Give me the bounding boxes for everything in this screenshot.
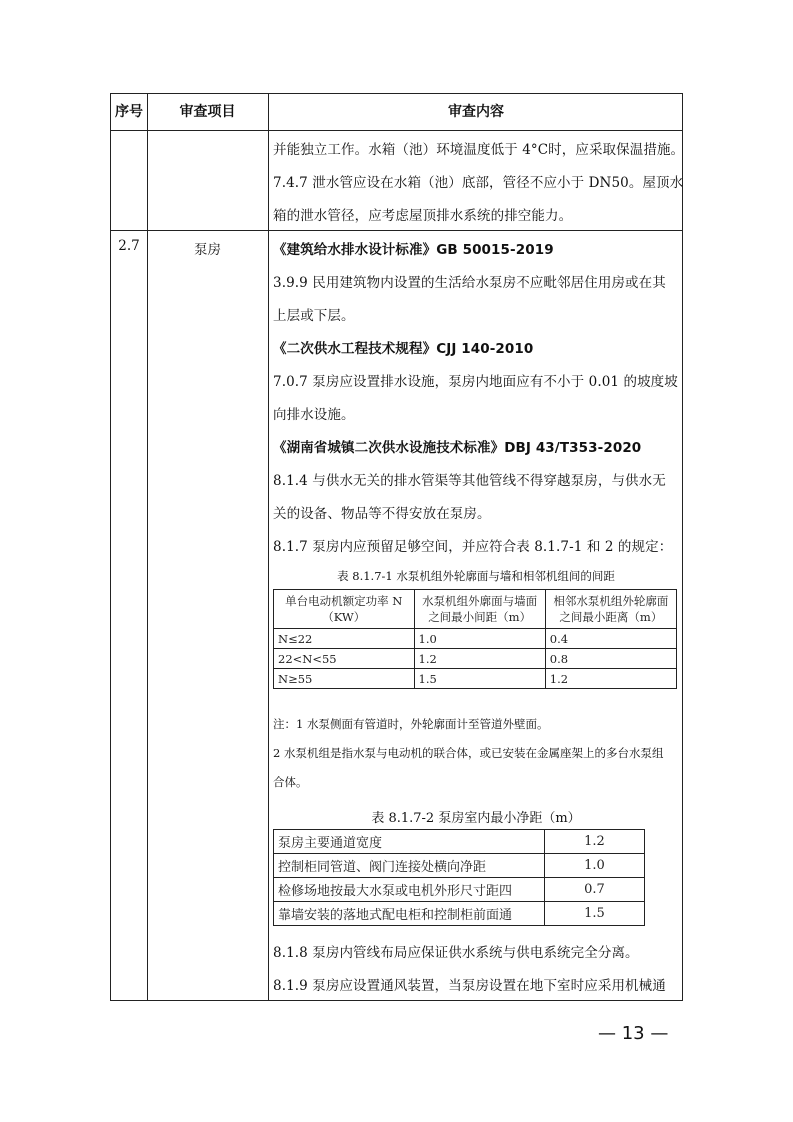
table-header-row bbox=[274, 590, 677, 629]
table-row bbox=[274, 669, 677, 689]
table-cell: 1.2 bbox=[545, 830, 645, 854]
table-row bbox=[274, 649, 677, 669]
table-cell: 0.8 bbox=[545, 649, 676, 669]
row-serial-number: 2.7 bbox=[118, 238, 140, 254]
content-line: 8.1.8 泵房内管线布局应保证供水系统与供电系统完全分离。 bbox=[273, 945, 639, 961]
table-cell: 靠墙安装的落地式配电柜和控制柜前面通 bbox=[274, 902, 545, 926]
content-line: 8.1.9 泵房应设置通风装置，当泵房设置在地下室时应采用机械通 bbox=[273, 978, 666, 994]
table-cell: 泵房主要通道宽度 bbox=[274, 830, 545, 854]
content-line: 上层或下层。 bbox=[273, 308, 355, 324]
table-cell: 1.0 bbox=[414, 629, 545, 649]
standard-title: 《建筑给水排水设计标准》GB 50015-2019 bbox=[273, 242, 554, 258]
standard-title: 《湖南省城镇二次供水设施技术标准》DBJ 43/T353-2020 bbox=[273, 440, 642, 456]
clearance-table bbox=[273, 829, 645, 926]
table-header-cell: 水泵机组外廓面与墙面之间最小间距（m） bbox=[414, 590, 545, 629]
table-cell: 22<N<55 bbox=[274, 649, 415, 669]
table-note: 2 水泵机组是指水泵与电动机的联合体，或已安装在金属座架上的多台水泵组 bbox=[273, 746, 664, 760]
header-serial: 序号 bbox=[115, 104, 143, 120]
content-line: 8.1.7 泵房内应预留足够空间，并应符合表 8.1.7-1 和 2 的规定： bbox=[273, 539, 673, 555]
table-row bbox=[274, 854, 645, 878]
table-note: 合体。 bbox=[273, 775, 308, 789]
table-cell: 0.4 bbox=[545, 629, 676, 649]
content-line: 7.4.7 泄水管应设在水箱（池）底部，管径不应小于 DN50。屋顶水 bbox=[273, 175, 684, 191]
row-divider bbox=[111, 230, 682, 231]
header-review-content: 审查内容 bbox=[448, 104, 504, 120]
table-cell: 1.2 bbox=[414, 649, 545, 669]
table-note: 注：1 水泵侧面有管道时，外轮廓面计至管道外壁面。 bbox=[273, 717, 549, 731]
table-cell: 1.2 bbox=[545, 669, 676, 689]
table-cell: 控制柜同管道、阀门连接处横向净距 bbox=[274, 854, 545, 878]
table-cell: 1.0 bbox=[545, 854, 645, 878]
table-row bbox=[274, 629, 677, 649]
table-cell: N≥55 bbox=[274, 669, 415, 689]
content-line: 关的设备、物品等不得安放在泵房。 bbox=[273, 506, 491, 522]
page-number: — 13 — bbox=[598, 1023, 669, 1044]
table-row bbox=[274, 902, 645, 926]
content-line: 8.1.4 与供水无关的排水管渠等其他管线不得穿越泵房，与供水无 bbox=[273, 473, 666, 489]
row-review-item: 泵房 bbox=[194, 242, 221, 258]
review-table bbox=[110, 93, 683, 1001]
header-review-item: 审查项目 bbox=[179, 104, 236, 120]
spacing-table bbox=[273, 589, 677, 689]
content-line: 并能独立工作。水箱（池）环境温度低于 4°C时，应采取保温措施。 bbox=[273, 142, 685, 158]
table-header-cell: 单台电动机额定功率 N（KW） bbox=[274, 590, 415, 629]
table-cell: 1.5 bbox=[414, 669, 545, 689]
content-line: 箱的泄水管径，应考虑屋顶排水系统的排空能力。 bbox=[273, 208, 573, 224]
table-row bbox=[274, 878, 645, 902]
content-line: 3.9.9 民用建筑物内设置的生活给水泵房不应毗邻居住用房或在其 bbox=[273, 275, 666, 291]
row-divider bbox=[111, 130, 682, 131]
table-cell: 检修场地按最大水泵或电机外形尺寸距四 bbox=[274, 878, 545, 902]
content-line: 7.0.7 泵房应设置排水设施，泵房内地面应有不小于 0.01 的坡度坡 bbox=[273, 374, 678, 390]
table-cell: 1.5 bbox=[545, 902, 645, 926]
table-caption: 表 8.1.7-2 泵房室内最小净距（m） bbox=[371, 811, 581, 826]
table-cell: 0.7 bbox=[545, 878, 645, 902]
table-header-cell: 相邻水泵机组外轮廓面之间最小距离（m） bbox=[545, 590, 676, 629]
standard-title: 《二次供水工程技术规程》CJJ 140-2010 bbox=[273, 341, 534, 357]
content-line: 向排水设施。 bbox=[273, 407, 355, 423]
table-caption: 表 8.1.7-1 水泵机组外轮廓面与墙和相邻机组间的间距 bbox=[337, 569, 615, 583]
table-row bbox=[274, 830, 645, 854]
table-cell: N≤22 bbox=[274, 629, 415, 649]
